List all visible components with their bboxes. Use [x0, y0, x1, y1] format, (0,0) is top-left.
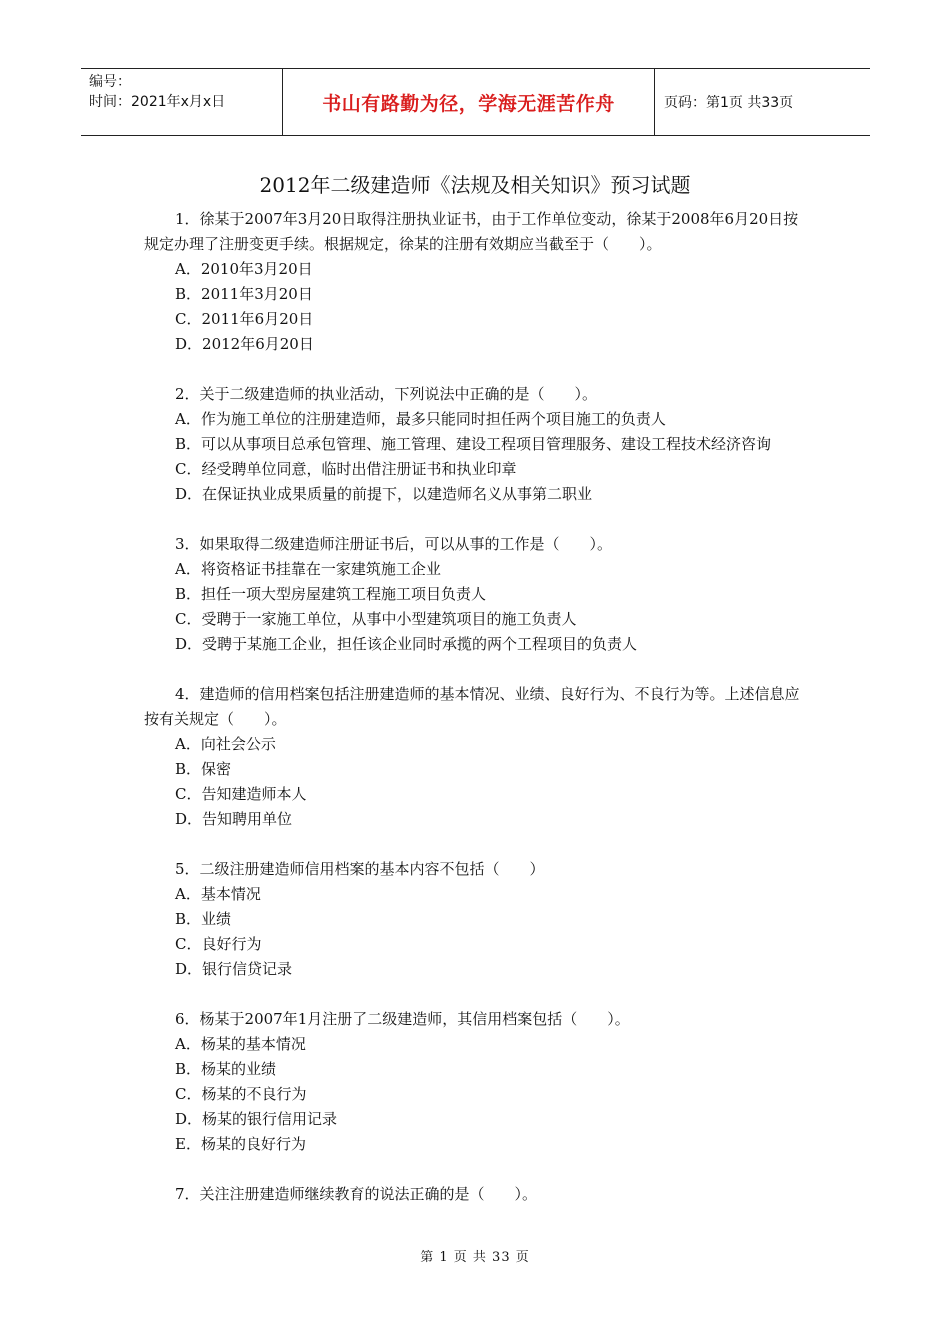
answer-option: C．受聘于一家施工单位，从事中小型建筑项目的施工负责人	[175, 610, 577, 628]
answer-option: A．基本情况	[175, 885, 261, 903]
question-block	[144, 1007, 810, 1157]
answer-option: B．2011年3月20日	[175, 285, 313, 303]
question-stem: 3．如果取得二级建造师注册证书后，可以从事的工作是（ ）。	[175, 535, 613, 553]
header-motto-cell	[282, 69, 655, 135]
answer-option: A．2010年3月20日	[175, 260, 313, 278]
question-block	[144, 532, 810, 657]
answer-option: D．告知聘用单位	[175, 810, 293, 828]
answer-option: D．杨某的银行信用记录	[175, 1110, 338, 1128]
answer-option: C．杨某的不良行为	[175, 1085, 307, 1103]
answer-option: C．经受聘单位同意，临时出借注册证书和执业印章	[175, 460, 517, 478]
question-block	[144, 857, 810, 982]
answer-option: D．受聘于某施工企业，担任该企业同时承揽的两个工程项目的负责人	[175, 635, 638, 653]
answer-option: C．2011年6月20日	[175, 310, 314, 328]
question-stem: 2．关于二级建造师的执业活动，下列说法中正确的是（ ）。	[175, 385, 598, 403]
question-stem: 7．关注注册建造师继续教育的说法正确的是（ ）。	[175, 1185, 538, 1203]
question-stem: 4．建造师的信用档案包括注册建造师的基本情况、业绩、良好行为、不良行为等。上述信息应按有关规定（ ）。	[144, 685, 800, 728]
answer-option: B．保密	[175, 760, 232, 778]
answer-option: D．在保证执业成果质量的前提下，以建造师名义从事第二职业	[175, 485, 593, 503]
header-page-cell	[655, 69, 870, 135]
answer-option: B．杨某的业绩	[175, 1060, 277, 1078]
question-stem: 5．二级注册建造师信用档案的基本内容不包括（ ）	[175, 860, 545, 878]
time-label: 时间：2021年x月x日	[89, 94, 226, 110]
question-block	[144, 682, 810, 832]
answer-option: B．担任一项大型房屋建筑工程施工项目负责人	[175, 585, 487, 603]
page-footer: 第 1 页 共 33 页	[420, 1250, 530, 1265]
question-block	[144, 207, 810, 357]
page-header	[81, 68, 870, 136]
answer-option: C．告知建造师本人	[175, 785, 307, 803]
question-stem: 1．徐某于2007年3月20日取得注册执业证书，由于工作单位变动，徐某于2008年6月20日按规定办理了注册变更手续。根据规定，徐某的注册有效期应当截至于（ ）。	[144, 210, 799, 253]
page-label: 页码：第1页 共33页	[664, 95, 794, 111]
answer-option: C．良好行为	[175, 935, 262, 953]
answer-option: D．2012年6月20日	[175, 335, 314, 353]
question-block	[144, 382, 810, 507]
answer-option: A．将资格证书挂靠在一家建筑施工企业	[175, 560, 441, 578]
answer-option: E．杨某的良好行为	[175, 1135, 306, 1153]
answer-option: A．作为施工单位的注册建造师，最多只能同时担任两个项目施工的负责人	[175, 410, 666, 428]
question-stem: 6．杨某于2007年1月注册了二级建造师，其信用档案包括（ ）。	[175, 1010, 630, 1028]
motto-text: 书山有路勤为径，学海无涯苦作舟	[322, 92, 615, 115]
number-label: 编号：	[89, 74, 131, 90]
header-meta	[81, 69, 282, 135]
document-title: 2012年二级建造师《法规及相关知识》预习试题	[259, 173, 691, 197]
question-list	[144, 207, 810, 1232]
question-block	[144, 1182, 810, 1207]
answer-option: A．杨某的基本情况	[175, 1035, 306, 1053]
answer-option: B．业绩	[175, 910, 232, 928]
answer-option: A．向社会公示	[175, 735, 276, 753]
answer-option: D．银行信贷记录	[175, 960, 293, 978]
answer-option: B．可以从事项目总承包管理、施工管理、建设工程项目管理服务、建设工程技术经济咨询	[175, 435, 772, 453]
